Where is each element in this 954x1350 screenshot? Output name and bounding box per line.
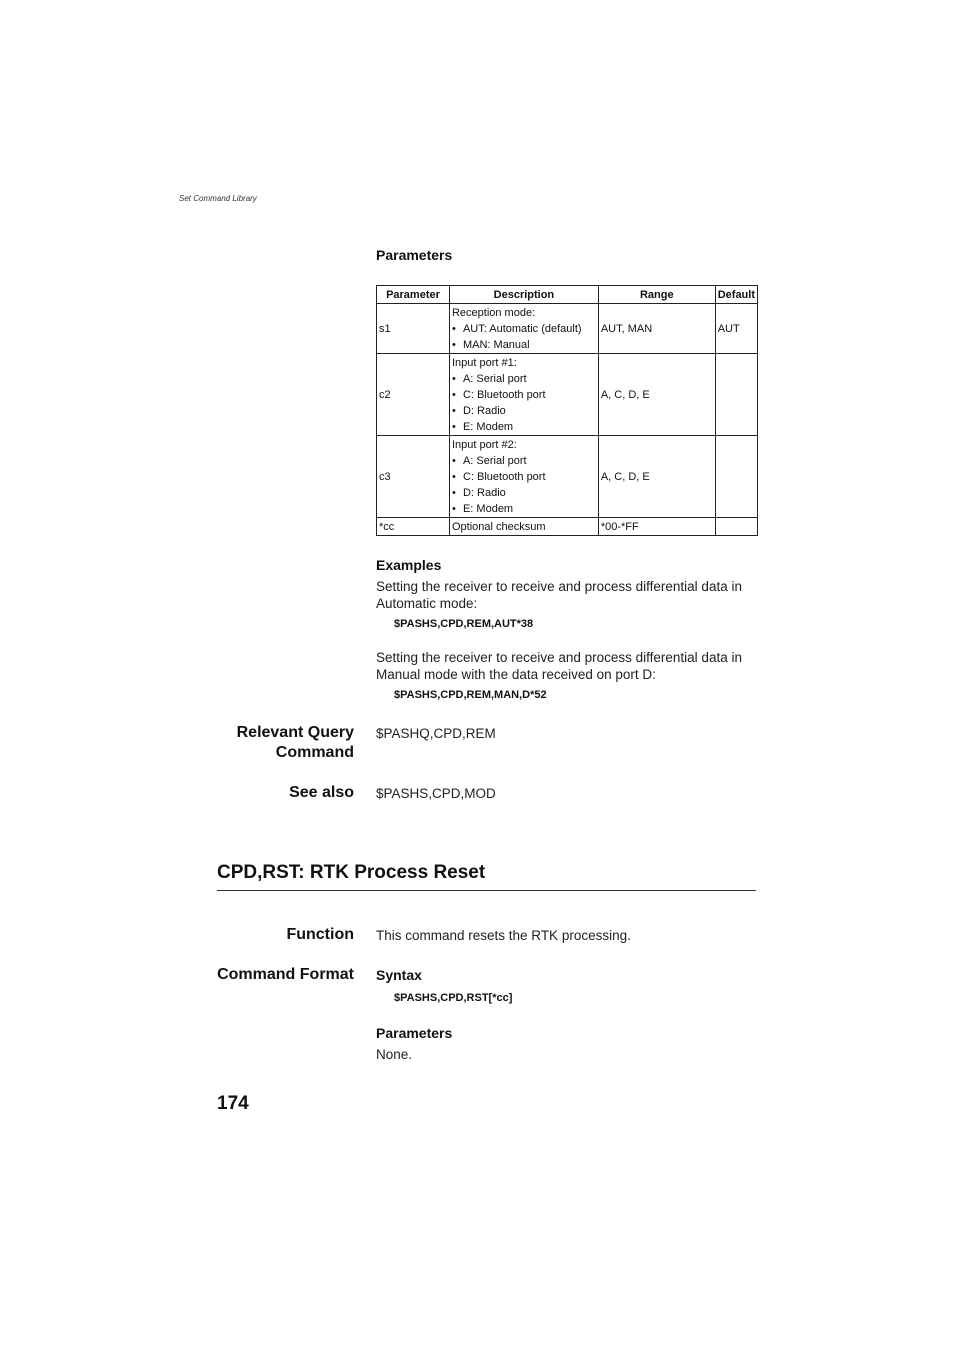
relevant-query-label: Relevant Query Command	[236, 724, 354, 761]
list-item: • D: Radio	[452, 403, 596, 419]
parameters-heading-2: Parameters	[376, 1025, 453, 1041]
param-cell: c3	[377, 436, 450, 518]
table-row	[377, 304, 758, 354]
description-title: Input port #2:	[451, 438, 517, 451]
function-text: This command resets the RTK processing.	[376, 928, 631, 943]
list-item: • A: Serial port	[452, 371, 596, 387]
examples-heading: Examples	[376, 557, 442, 573]
table-row	[377, 436, 758, 518]
table-row	[377, 518, 758, 536]
description-title: Input port #1:	[451, 356, 517, 369]
list-item: • E: Modem	[452, 419, 596, 435]
function-label: Function	[286, 926, 354, 943]
table-row	[377, 354, 758, 436]
param-cell: c2	[377, 354, 450, 436]
see-also-label: See also	[289, 784, 354, 801]
description-cell	[449, 354, 598, 436]
column-header: Description	[449, 286, 598, 304]
range-cell: *00-*FF	[598, 518, 715, 536]
default-cell	[715, 354, 757, 436]
command-format-label: Command Format	[217, 966, 354, 983]
description-cell	[449, 436, 598, 518]
list-item: • D: Radio	[452, 485, 596, 501]
see-also-value: $PASHS,CPD,MOD	[376, 786, 496, 801]
description-cell: Optional checksum	[449, 518, 598, 536]
table-header-row	[377, 286, 758, 304]
example-1-code: $PASHS,CPD,REM,AUT*38	[394, 618, 534, 630]
list-item: • C: Bluetooth port	[452, 387, 596, 403]
section-divider	[217, 890, 756, 891]
syntax-heading: Syntax	[376, 967, 422, 983]
description-cell	[449, 304, 598, 354]
syntax-code: $PASHS,CPD,RST[*cc]	[394, 992, 513, 1004]
description-title: Reception mode:	[451, 306, 536, 319]
parameters-heading: Parameters	[376, 247, 453, 263]
default-cell	[715, 436, 757, 518]
example-1-text: Setting the receiver to receive and process differential data in Automatic mode:	[376, 579, 742, 611]
list-item: • MAN: Manual	[452, 337, 596, 353]
example-2-code: $PASHS,CPD,REM,MAN,D*52	[394, 689, 547, 701]
relevant-query-value: $PASHQ,CPD,REM	[376, 726, 496, 741]
list-item: • AUT: Automatic (default)	[452, 321, 596, 337]
range-cell: AUT, MAN	[598, 304, 715, 354]
example-2-text: Setting the receiver to receive and process differential data in Manual mode with the data received on port D:	[376, 650, 742, 682]
column-header: Range	[598, 286, 715, 304]
list-item: • A: Serial port	[452, 453, 596, 469]
parameters-none-text: None.	[376, 1047, 413, 1062]
param-cell: *cc	[377, 518, 450, 536]
parameters-table	[376, 285, 758, 536]
column-header: Parameter	[377, 286, 450, 304]
column-header: Default	[715, 286, 757, 304]
list-item: • C: Bluetooth port	[452, 469, 596, 485]
range-cell: A, C, D, E	[598, 436, 715, 518]
param-cell: s1	[377, 304, 450, 354]
page-number: 174	[217, 1093, 249, 1114]
default-cell: AUT	[715, 304, 757, 354]
section-title: CPD,RST: RTK Process Reset	[217, 862, 486, 883]
default-cell	[715, 518, 757, 536]
running-header: Set Command Library	[179, 194, 257, 203]
range-cell: A, C, D, E	[598, 354, 715, 436]
list-item: • E: Modem	[452, 501, 596, 517]
